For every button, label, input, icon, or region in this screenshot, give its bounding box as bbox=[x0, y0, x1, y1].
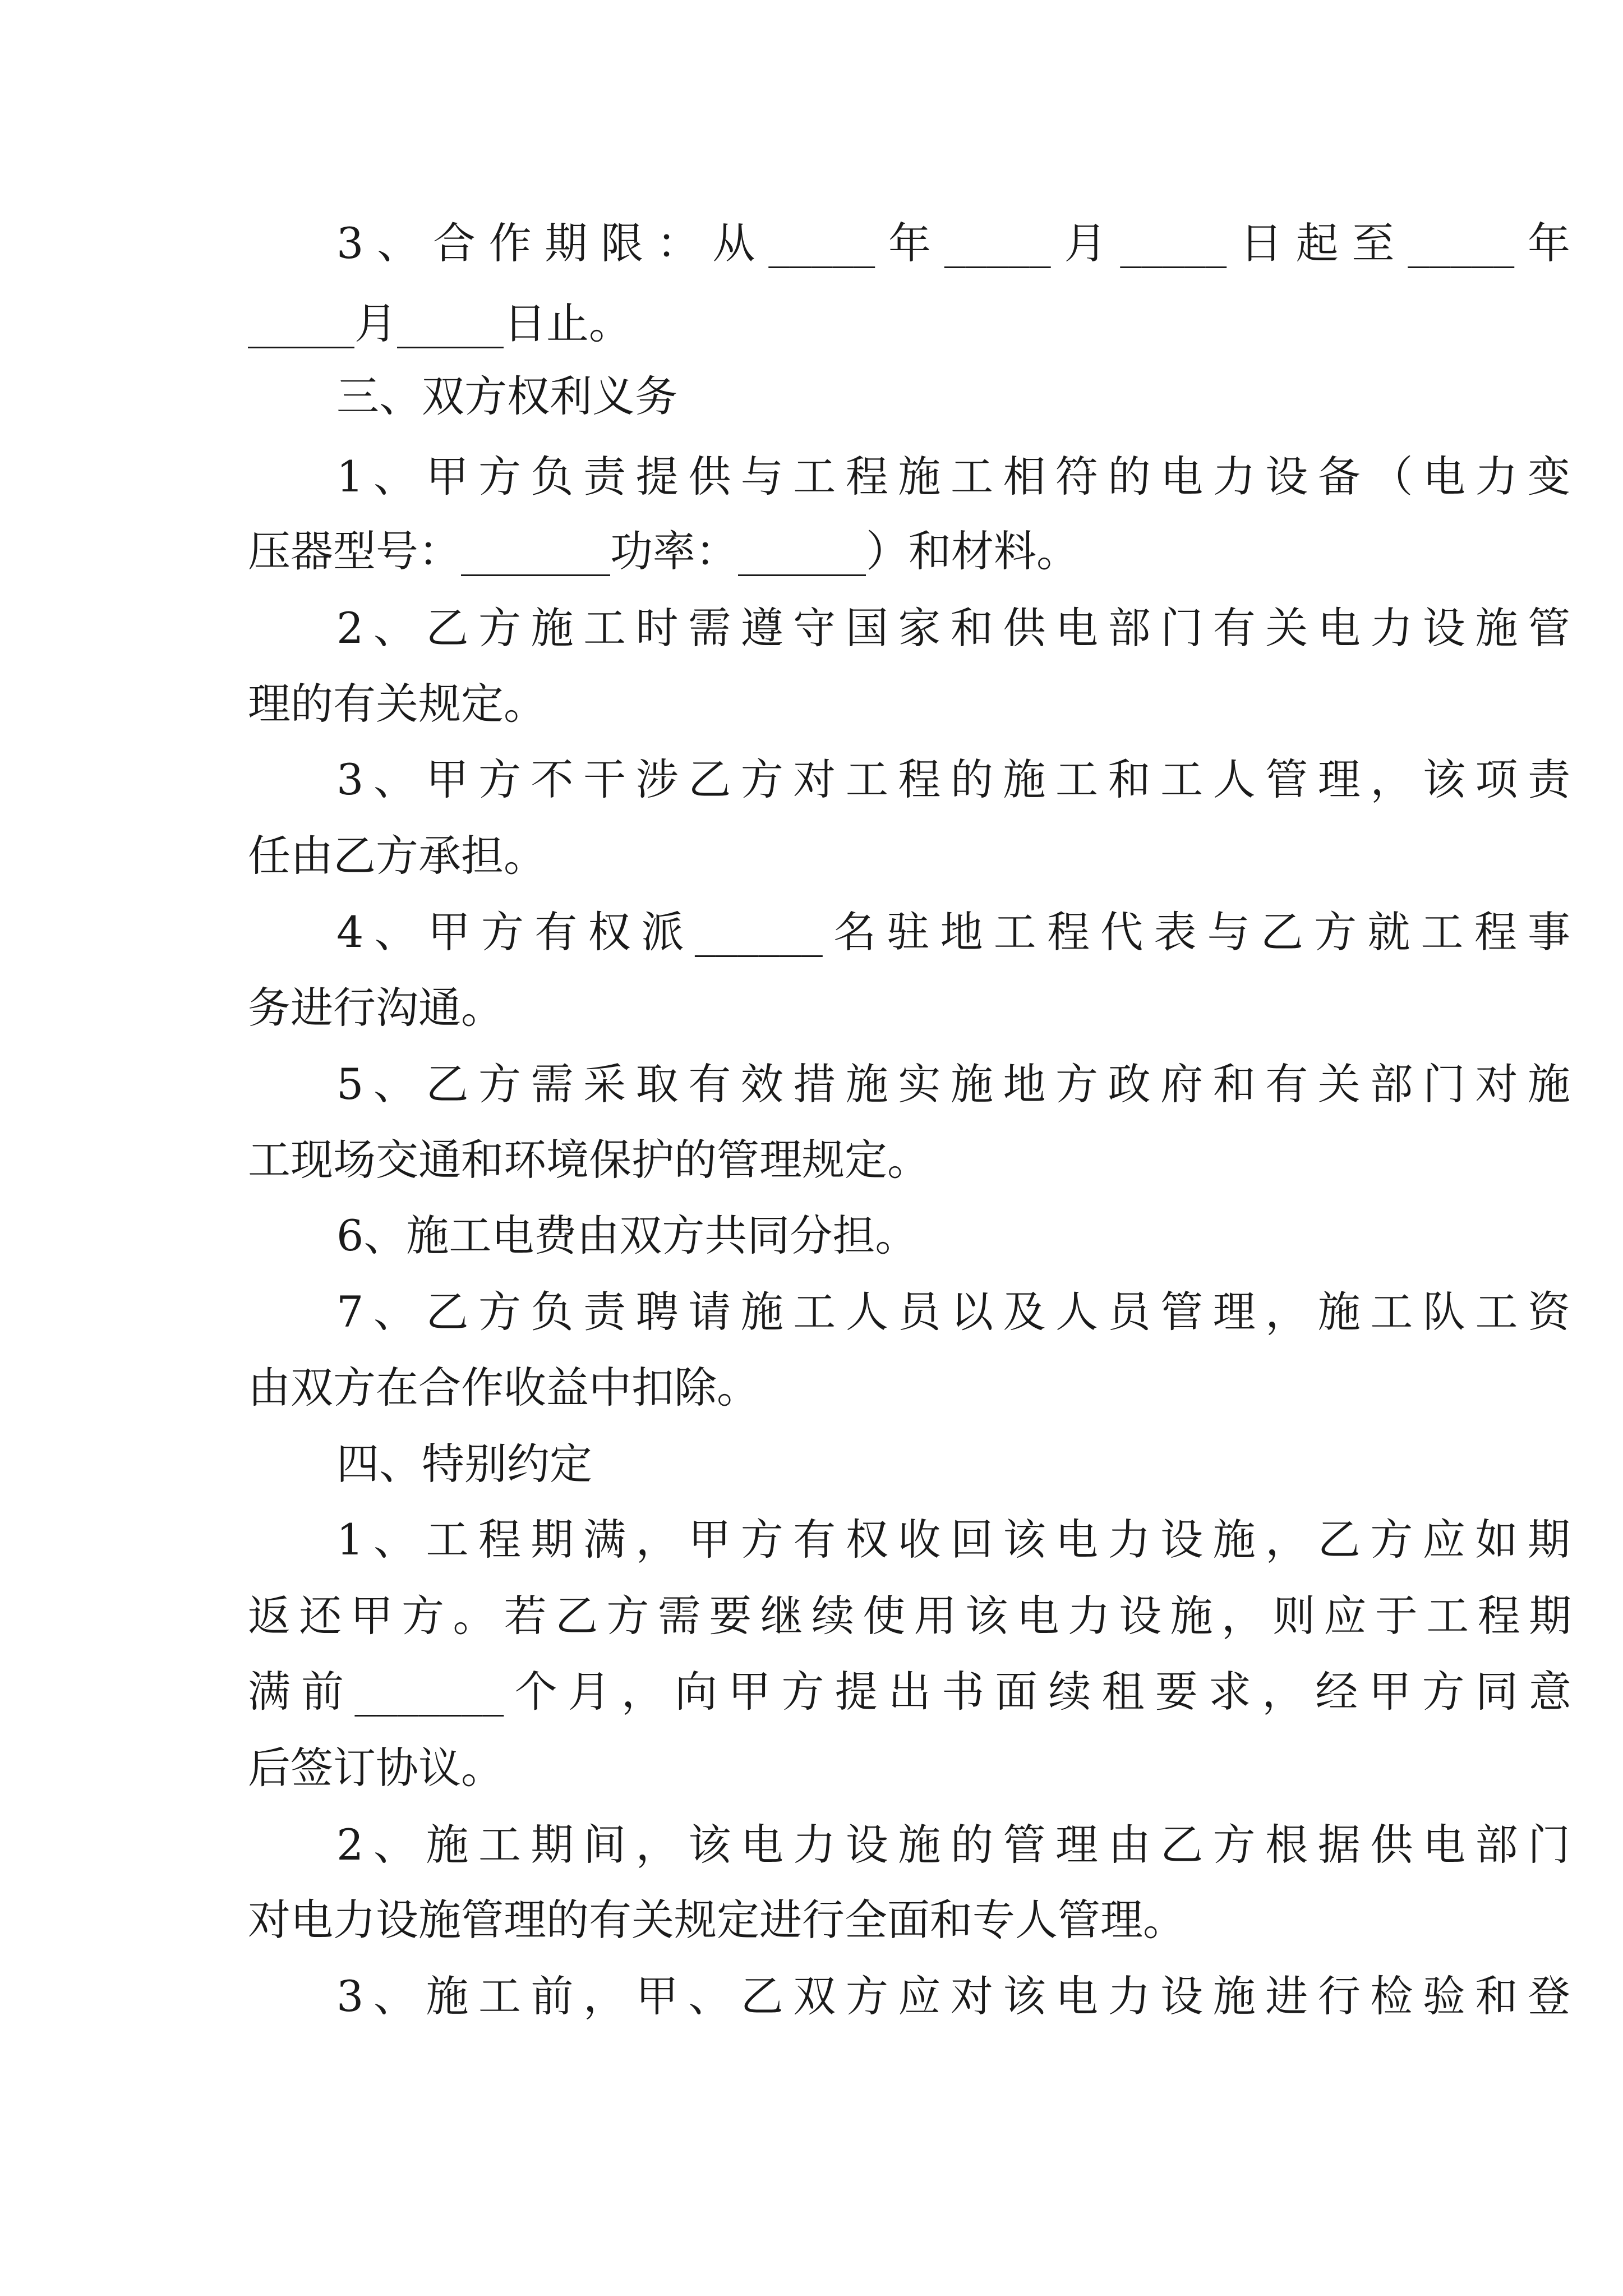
text-line: 任由乙方承担。 bbox=[248, 831, 546, 881]
text-line: 2、乙方施工时需遵守国家和供电部门有关电力设施管 bbox=[336, 603, 1570, 653]
text-line: 5、乙方需采取有效措施实施地方政府和有关部门对施 bbox=[336, 1059, 1570, 1109]
text-line: 1、甲方负责提供与工程施工相符的电力设备（电力变 bbox=[336, 452, 1570, 501]
text-line: 返还甲方。若乙方需要继续使用该电力设施，则应于工程期 bbox=[248, 1591, 1571, 1641]
text-line: _____月_____日止。 bbox=[248, 298, 631, 348]
text-line: 工现场交通和环境保护的管理规定。 bbox=[248, 1135, 930, 1185]
text-line: 2、施工期间，该电力设施的管理由乙方根据供电部门 bbox=[336, 1820, 1570, 1870]
text-line: 务进行沟通。 bbox=[248, 983, 504, 1033]
text-line: 7、乙方负责聘请施工人员以及人员管理，施工队工资 bbox=[336, 1287, 1570, 1337]
text-line: 3、甲方不干涉乙方对工程的施工和工人管理，该项责 bbox=[336, 754, 1570, 804]
text-line: 理的有关规定。 bbox=[248, 679, 546, 729]
text-line: 由双方在合作收益中扣除。 bbox=[248, 1363, 759, 1412]
text-line: 6、施工电费由双方共同分担。 bbox=[336, 1211, 918, 1260]
text-line: 压器型号：_______功率：______）和材料。 bbox=[248, 526, 1079, 576]
section-heading: 三、双方权利义务 bbox=[336, 371, 677, 421]
text-line: 3、合作期限：从_____年_____月_____日起至_____年 bbox=[336, 218, 1570, 268]
text-line: 对电力设施管理的有关规定进行全面和专人管理。 bbox=[248, 1895, 1186, 1945]
text-line: 3、施工前，甲、乙双方应对该电力设施进行检验和登 bbox=[336, 1971, 1570, 2021]
text-line: 4、甲方有权派______名驻地工程代表与乙方就工程事 bbox=[336, 907, 1570, 957]
text-line: 满前_______个月，向甲方提出书面续租要求，经甲方同意 bbox=[248, 1667, 1571, 1717]
section-heading: 四、特别约定 bbox=[336, 1439, 592, 1489]
text-line: 1、工程期满，甲方有权收回该电力设施，乙方应如期 bbox=[336, 1515, 1570, 1565]
text-line: 后签订协议。 bbox=[248, 1743, 504, 1793]
